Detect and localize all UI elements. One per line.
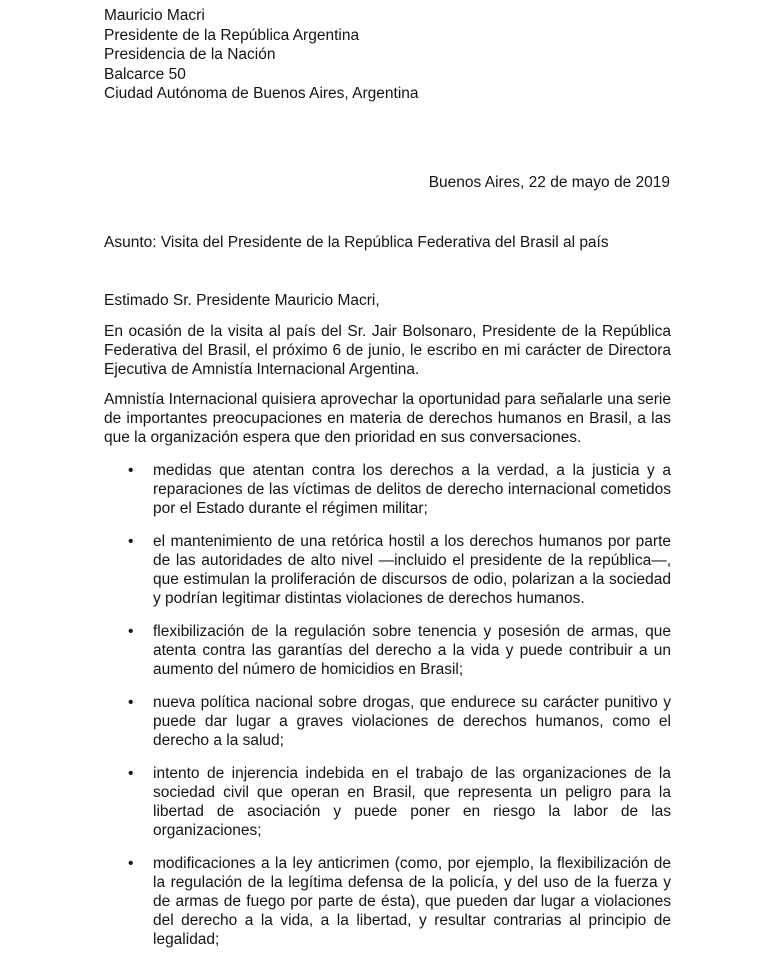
bullet-icon: • xyxy=(128,533,134,550)
recipient-name: Mauricio Macri xyxy=(104,7,205,24)
letter-greeting: Estimado Sr. Presidente Mauricio Macri, xyxy=(104,292,380,309)
list-item-text: medidas que atentan contra los derechos a la verdad, a la justicia y a reparaciones de las víctimas de delitos de derecho internacional cometidos por el Estado durante el régimen militar; xyxy=(153,462,671,517)
list-item-text: modificaciones a la ley anticrimen (como, por ejemplo, la flexibilización de la regulación de la legítima defensa de la policía, y del uso de la fuerza y de armas de fuego por parte de ésta), que pueden dar lugar a violaciones del derecho a la vida, a la libertad, y resultar contrarias al principio de legalidad; xyxy=(153,855,671,948)
intro-paragraph: En ocasión de la visita al país del Sr. Jair Bolsonaro, Presidente de la República Federativa del Brasil, el próximo 6 de junio, le escribo en mi carácter de Directora Ejecutiva de Amnistía Internacional Argentina. xyxy=(104,323,671,378)
bullet-icon: • xyxy=(128,855,134,872)
bullet-icon: • xyxy=(128,694,134,711)
list-item-text: intento de injerencia indebida en el trabajo de las organizaciones de la sociedad civil que operan en Brasil, que representa un peligro para la libertad de asociación y puede poner en riesgo la labor de las organizaciones; xyxy=(153,765,671,839)
list-item-text: flexibilización de la regulación sobre tenencia y posesión de armas, que atenta contra las garantías del derecho a la vida y puede contribuir a un aumento del número de homicidios en Brasil; xyxy=(153,623,671,678)
recipient-address-block xyxy=(104,6,419,104)
concerns-list xyxy=(104,461,671,963)
recipient-office: Presidencia de la Nación xyxy=(104,46,276,63)
bullet-icon: • xyxy=(128,623,134,640)
list-item xyxy=(104,764,671,840)
letter-subject: Asunto: Visita del Presidente de la República Federativa del Brasil al país xyxy=(104,234,609,251)
recipient-title: Presidente de la República Argentina xyxy=(104,26,360,44)
bullet-icon: • xyxy=(128,765,134,782)
list-item xyxy=(104,532,671,608)
list-item xyxy=(104,693,671,750)
list-item-text: el mantenimiento de una retórica hostil a los derechos humanos por parte de las autoridades de alto nivel —incluido el presidente de la república—, que estimulan la proliferación de discursos de odio, polarizan a la sociedad y podrían legitimar distintas violaciones de derechos humanos. xyxy=(153,533,671,607)
list-item xyxy=(104,854,671,949)
letter-date: Buenos Aires, 22 de mayo de 2019 xyxy=(428,174,670,191)
recipient-city: Ciudad Autónoma de Buenos Aires, Argentina xyxy=(104,85,419,102)
list-item xyxy=(104,461,671,518)
recipient-street: Balcarce 50 xyxy=(104,65,186,83)
concerns-intro-paragraph: Amnistía Internacional quisiera aprovechar la oportunidad para señalarle una serie de importantes preocupaciones en materia de derechos humanos en Brasil, a las que la organización espera que den prioridad en sus conversaciones. xyxy=(104,391,671,446)
bullet-icon: • xyxy=(128,462,134,479)
list-item-text: nueva política nacional sobre drogas, que endurece su carácter punitivo y puede dar lugar a graves violaciones de derechos humanos, como el derecho a la salud; xyxy=(153,694,671,749)
list-item xyxy=(104,622,671,679)
